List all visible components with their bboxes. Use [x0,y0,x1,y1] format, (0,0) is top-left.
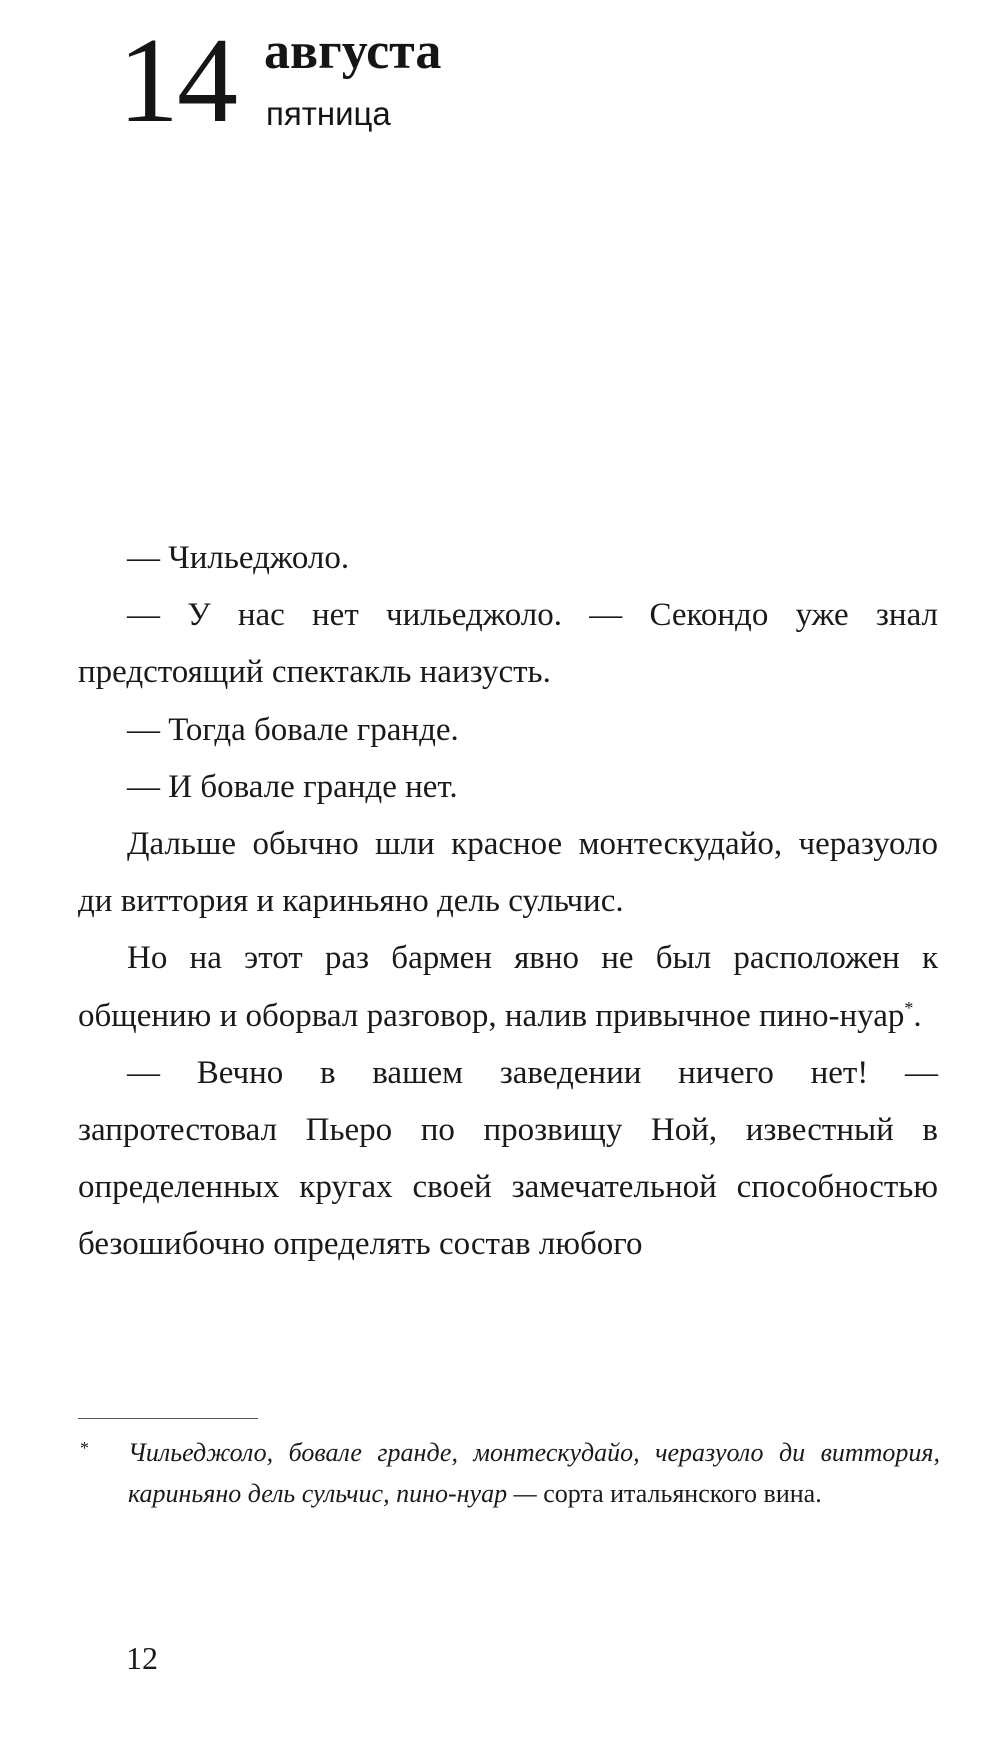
paragraph: Дальше обычно шли красное монтескудайо, черазуоло ди виттория и кариньяно дель сульчис. [78,826,938,920]
main-text [78,530,938,1274]
paragraph: — У нас нет чильеджоло. — Секондо уже знал предстоящий спектакль наизусть. [78,597,938,691]
footnote-text [128,1432,940,1514]
paragraph: — Вечно в вашем заведении ничего нет! — запротестовал Пьеро по прозвищу Ной, известный в определенных кругах своей замечательной способностью безошибочно определять состав любого [78,1054,938,1263]
paragraph: — Тогда бовале гранде. [127,711,459,748]
paragraph-with-footnote [78,930,938,1044]
day-number: 14 [118,13,236,148]
footnote-divider [78,1418,258,1419]
footnote-plain-text: сорта итальянского вина. [543,1479,822,1508]
paragraph-text: Но на этот раз бармен явно не был расположен к общению и оборвал разговор, налив привычное пино-нуар [78,940,938,1034]
paragraph: — И бовале гранде нет. [127,768,458,805]
paragraph-end: . [913,997,922,1034]
footnote [78,1432,940,1514]
footnote-marker: * [80,1438,89,1458]
month-name: августа [264,23,442,80]
footnote-reference: * [904,997,914,1018]
paragraph: — Чильеджоло. [127,540,350,576]
weekday-name: пятница [266,95,391,132]
page-number: 12 [126,1640,158,1676]
footnote-italic-text: Чильеджоло, бовале гранде, монтескудайо, черазуоло ди виттория, кариньяно дель сульчис, пино-нуар — [128,1438,940,1508]
